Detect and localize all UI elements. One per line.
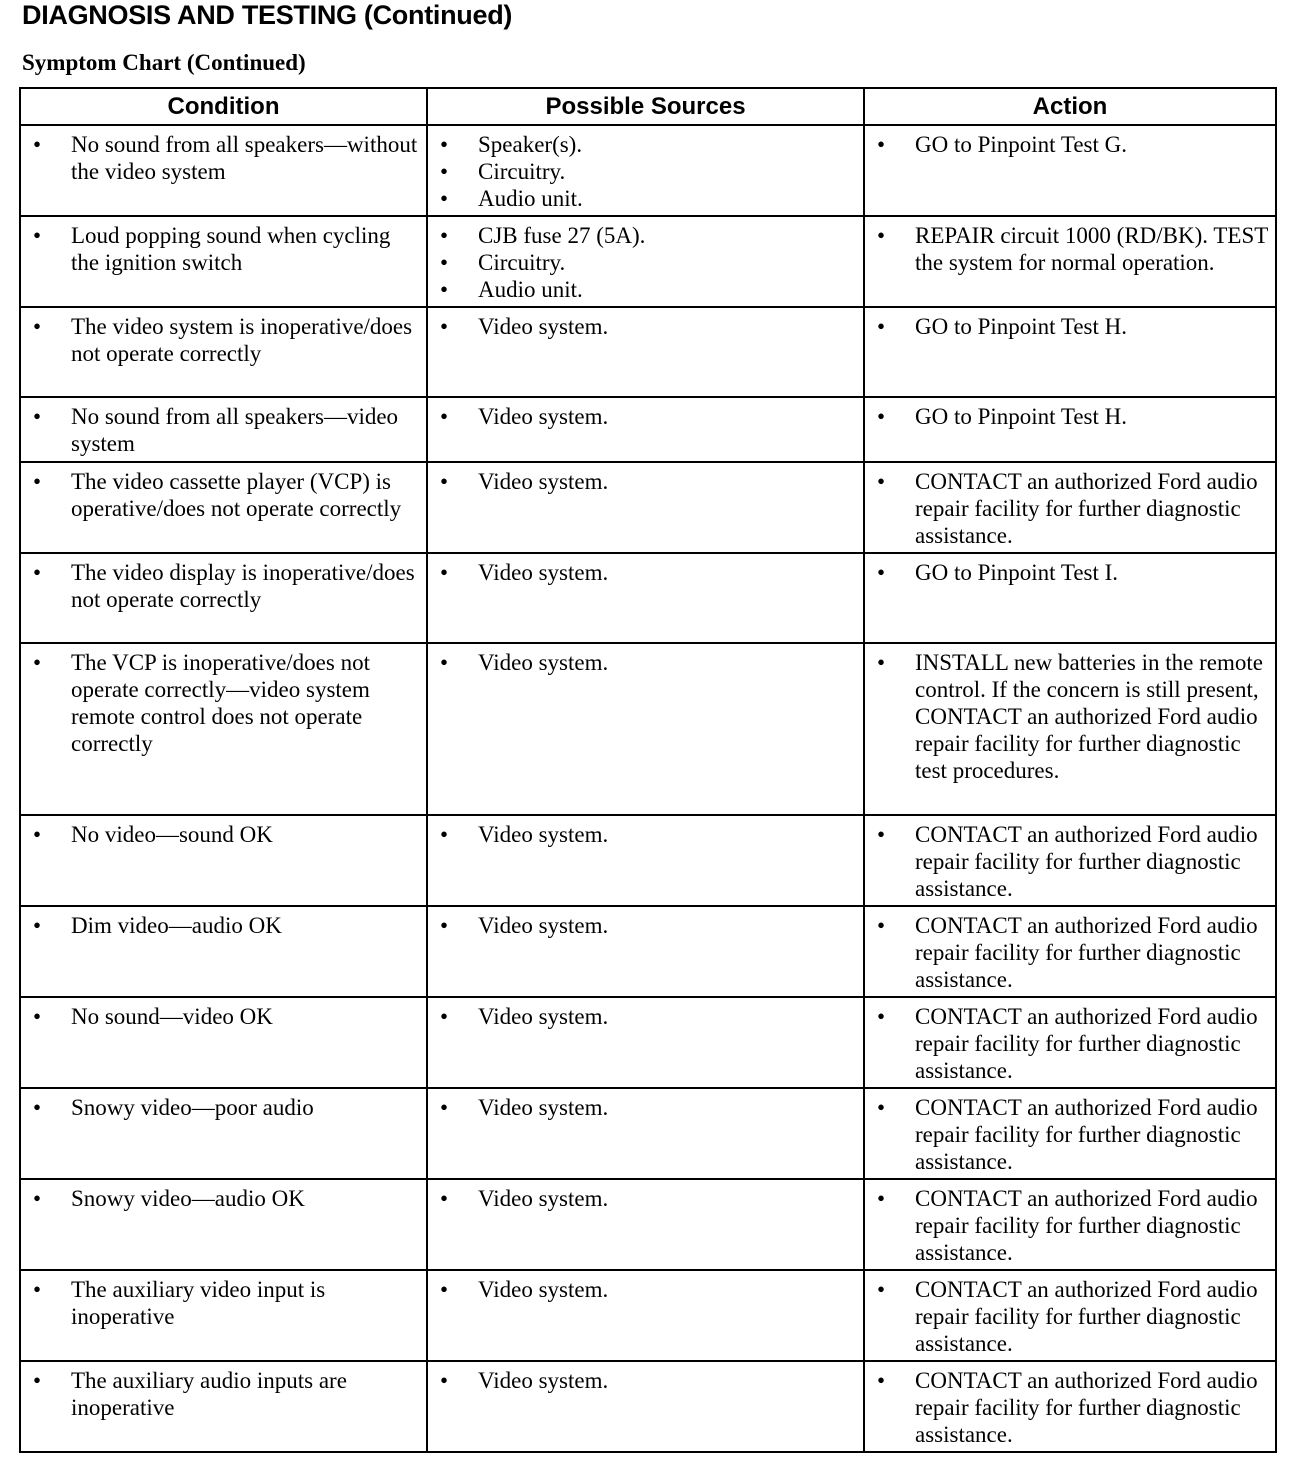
condition-item-text: The auxiliary audio inputs are inoperative — [71, 1368, 347, 1420]
bullet-icon: • — [877, 650, 886, 675]
source-item — [436, 158, 857, 185]
table-row — [20, 553, 1276, 643]
action-item — [873, 131, 1269, 158]
bullet-icon: • — [877, 1368, 886, 1393]
condition-cell — [20, 1088, 427, 1179]
source-item-text: Circuitry. — [478, 250, 566, 275]
source-item-text: Video system. — [478, 1277, 609, 1302]
condition-item-text: The auxiliary video input is inoperative — [71, 1277, 326, 1329]
bullet-icon: • — [877, 1095, 886, 1120]
source-item — [436, 1003, 857, 1030]
action-item — [873, 468, 1269, 549]
source-item — [436, 1094, 857, 1121]
bullet-icon: • — [33, 223, 42, 248]
action-item-text: CONTACT an authorized Ford audio repair facility for further diagnostic assistance. — [915, 1004, 1258, 1083]
action-item-text: REPAIR circuit 1000 (RD/BK). TEST the system for normal operation. — [915, 223, 1268, 275]
bullet-icon: • — [440, 822, 449, 847]
source-item — [436, 912, 857, 939]
table-row — [20, 997, 1276, 1088]
bullet-icon: • — [33, 469, 42, 494]
condition-item — [29, 1094, 420, 1121]
bullet-icon: • — [33, 1095, 42, 1120]
action-item — [873, 649, 1269, 784]
source-item-text: Video system. — [478, 913, 609, 938]
condition-item — [29, 468, 420, 522]
bullet-icon: • — [33, 1004, 42, 1029]
sources-cell — [427, 307, 864, 397]
sources-cell — [427, 1088, 864, 1179]
action-item-text: CONTACT an authorized Ford audio repair facility for further diagnostic assistance. — [915, 1277, 1258, 1356]
bullet-icon: • — [877, 913, 886, 938]
action-item-text: CONTACT an authorized Ford audio repair facility for further diagnostic assistance. — [915, 1368, 1258, 1447]
condition-item-text: Dim video—audio OK — [71, 913, 282, 938]
table-body — [20, 125, 1276, 1452]
condition-item — [29, 1367, 420, 1421]
bullet-icon: • — [440, 404, 449, 429]
condition-cell — [20, 307, 427, 397]
sources-cell — [427, 216, 864, 307]
action-item — [873, 559, 1269, 586]
condition-item-text: Loud popping sound when cycling the ignition switch — [71, 223, 391, 275]
condition-item — [29, 559, 420, 613]
action-item-text: CONTACT an authorized Ford audio repair facility for further diagnostic assistance. — [915, 1095, 1258, 1174]
condition-cell — [20, 906, 427, 997]
action-cell — [864, 307, 1276, 397]
condition-cell — [20, 1270, 427, 1361]
bullet-icon: • — [440, 1186, 449, 1211]
table-row — [20, 815, 1276, 906]
source-item — [436, 1276, 857, 1303]
bullet-icon: • — [877, 469, 886, 494]
bullet-icon: • — [440, 250, 449, 275]
bullet-icon: • — [440, 314, 449, 339]
bullet-icon: • — [33, 132, 42, 157]
bullet-icon: • — [33, 650, 42, 675]
bullet-icon: • — [33, 1277, 42, 1302]
action-cell — [864, 397, 1276, 462]
condition-cell — [20, 553, 427, 643]
condition-item — [29, 131, 420, 185]
bullet-icon: • — [877, 404, 886, 429]
table-row — [20, 1179, 1276, 1270]
source-item-text: Video system. — [478, 822, 609, 847]
bullet-icon: • — [440, 1368, 449, 1393]
sources-cell — [427, 462, 864, 553]
action-cell — [864, 815, 1276, 906]
action-item — [873, 1367, 1269, 1448]
table-row — [20, 397, 1276, 462]
action-item — [873, 403, 1269, 430]
source-item-text: Video system. — [478, 1004, 609, 1029]
condition-item-text: The video system is inoperative/does not operate correctly — [71, 314, 413, 366]
symptom-table — [19, 87, 1277, 1453]
source-item — [436, 1185, 857, 1212]
action-cell — [864, 1270, 1276, 1361]
condition-item — [29, 1185, 420, 1212]
action-cell — [864, 1179, 1276, 1270]
condition-cell — [20, 643, 427, 815]
bullet-icon: • — [877, 1004, 886, 1029]
action-cell — [864, 643, 1276, 815]
table-row — [20, 462, 1276, 553]
source-item — [436, 649, 857, 676]
table-header-row — [20, 88, 1276, 125]
source-item-text: Circuitry. — [478, 159, 566, 184]
bullet-icon: • — [877, 314, 886, 339]
condition-cell — [20, 815, 427, 906]
action-cell — [864, 125, 1276, 216]
condition-item — [29, 912, 420, 939]
section-title: DIAGNOSIS AND TESTING (Continued) — [22, 0, 513, 30]
action-item — [873, 1185, 1269, 1266]
action-item-text: CONTACT an authorized Ford audio repair facility for further diagnostic assistance. — [915, 1186, 1258, 1265]
condition-item-text: The video cassette player (VCP) is operative/does not operate correctly — [71, 469, 402, 521]
source-item — [436, 249, 857, 276]
source-item-text: CJB fuse 27 (5A). — [478, 223, 646, 248]
action-item-text: CONTACT an authorized Ford audio repair facility for further diagnostic assistance. — [915, 913, 1258, 992]
source-item — [436, 276, 857, 303]
action-item-text: CONTACT an authorized Ford audio repair facility for further diagnostic assistance. — [915, 469, 1258, 548]
bullet-icon: • — [440, 223, 449, 248]
source-item — [436, 1367, 857, 1394]
action-item-text: GO to Pinpoint Test H. — [915, 404, 1128, 429]
action-item-text: GO to Pinpoint Test G. — [915, 132, 1128, 157]
condition-item-text: Snowy video—audio OK — [71, 1186, 305, 1211]
sources-cell — [427, 1179, 864, 1270]
table-row — [20, 643, 1276, 815]
source-item — [436, 313, 857, 340]
bullet-icon: • — [440, 1095, 449, 1120]
table-row — [20, 125, 1276, 216]
bullet-icon: • — [877, 822, 886, 847]
source-item-text: Video system. — [478, 650, 609, 675]
source-item — [436, 559, 857, 586]
bullet-icon: • — [33, 314, 42, 339]
condition-item-text: The VCP is inoperative/does not operate correctly—video system remote control does not operate correctly — [71, 650, 370, 756]
source-item-text: Speaker(s). — [478, 132, 583, 157]
action-item — [873, 1003, 1269, 1084]
bullet-icon: • — [440, 159, 449, 184]
condition-item — [29, 403, 420, 457]
source-item — [436, 821, 857, 848]
bullet-icon: • — [440, 1277, 449, 1302]
condition-cell — [20, 1179, 427, 1270]
action-cell — [864, 1088, 1276, 1179]
bullet-icon: • — [877, 132, 886, 157]
action-cell — [864, 216, 1276, 307]
source-item-text: Audio unit. — [478, 186, 583, 211]
column-header-condition: Condition — [20, 88, 427, 125]
action-cell — [864, 553, 1276, 643]
source-item — [436, 222, 857, 249]
source-item-text: Video system. — [478, 314, 609, 339]
condition-item-text: No sound from all speakers—video system — [71, 404, 399, 456]
bullet-icon: • — [33, 1368, 42, 1393]
bullet-icon: • — [877, 223, 886, 248]
condition-cell — [20, 1361, 427, 1452]
source-item — [436, 403, 857, 430]
action-item-text: GO to Pinpoint Test I. — [915, 560, 1119, 585]
action-item — [873, 912, 1269, 993]
action-item-text: CONTACT an authorized Ford audio repair facility for further diagnostic assistance. — [915, 822, 1258, 901]
bullet-icon: • — [440, 913, 449, 938]
action-cell — [864, 1361, 1276, 1452]
bullet-icon: • — [877, 1186, 886, 1211]
bullet-icon: • — [33, 822, 42, 847]
condition-item — [29, 1276, 420, 1330]
source-item-text: Video system. — [478, 469, 609, 494]
column-header-action: Action — [864, 88, 1276, 125]
table-row — [20, 1088, 1276, 1179]
sources-cell — [427, 1270, 864, 1361]
bullet-icon: • — [440, 1004, 449, 1029]
condition-cell — [20, 125, 427, 216]
source-item — [436, 131, 857, 158]
source-item-text: Video system. — [478, 560, 609, 585]
condition-cell — [20, 997, 427, 1088]
action-item — [873, 1276, 1269, 1357]
sources-cell — [427, 125, 864, 216]
action-item — [873, 313, 1269, 340]
condition-item — [29, 821, 420, 848]
column-header-possible-sources: Possible Sources — [427, 88, 864, 125]
action-item — [873, 222, 1269, 276]
sources-cell — [427, 906, 864, 997]
condition-item — [29, 649, 420, 757]
sources-cell — [427, 997, 864, 1088]
bullet-icon: • — [877, 1277, 886, 1302]
bullet-icon: • — [33, 404, 42, 429]
condition-item — [29, 1003, 420, 1030]
table-row — [20, 216, 1276, 307]
condition-item — [29, 222, 420, 276]
source-item-text: Video system. — [478, 1186, 609, 1211]
bullet-icon: • — [33, 913, 42, 938]
chart-title: Symptom Chart (Continued) — [22, 50, 306, 75]
condition-cell — [20, 216, 427, 307]
sources-cell — [427, 815, 864, 906]
source-item-text: Video system. — [478, 1368, 609, 1393]
source-item-text: Video system. — [478, 404, 609, 429]
condition-item-text: The video display is inoperative/does not operate correctly — [71, 560, 415, 612]
sources-cell — [427, 643, 864, 815]
table-row — [20, 1270, 1276, 1361]
source-item — [436, 185, 857, 212]
bullet-icon: • — [877, 560, 886, 585]
condition-item-text: Snowy video—poor audio — [71, 1095, 314, 1120]
bullet-icon: • — [440, 277, 449, 302]
bullet-icon: • — [440, 650, 449, 675]
sources-cell — [427, 397, 864, 462]
table-row — [20, 1361, 1276, 1452]
bullet-icon: • — [440, 132, 449, 157]
action-item-text: GO to Pinpoint Test H. — [915, 314, 1128, 339]
bullet-icon: • — [33, 1186, 42, 1211]
action-cell — [864, 997, 1276, 1088]
condition-cell — [20, 462, 427, 553]
action-cell — [864, 906, 1276, 997]
table-row — [20, 906, 1276, 997]
source-item — [436, 468, 857, 495]
action-cell — [864, 462, 1276, 553]
table-row — [20, 307, 1276, 397]
sources-cell — [427, 1361, 864, 1452]
condition-item — [29, 313, 420, 367]
sources-cell — [427, 553, 864, 643]
condition-item-text: No sound from all speakers—without the video system — [71, 132, 418, 184]
bullet-icon: • — [33, 560, 42, 585]
condition-cell — [20, 397, 427, 462]
source-item-text: Video system. — [478, 1095, 609, 1120]
action-item — [873, 1094, 1269, 1175]
action-item — [873, 821, 1269, 902]
bullet-icon: • — [440, 560, 449, 585]
condition-item-text: No sound—video OK — [71, 1004, 273, 1029]
condition-item-text: No video—sound OK — [71, 822, 273, 847]
source-item-text: Audio unit. — [478, 277, 583, 302]
action-item-text: INSTALL new batteries in the remote control. If the concern is still present, CONTACT an authorized Ford audio repair facility for further diagnostic test procedures. — [915, 650, 1263, 783]
bullet-icon: • — [440, 469, 449, 494]
bullet-icon: • — [440, 186, 449, 211]
